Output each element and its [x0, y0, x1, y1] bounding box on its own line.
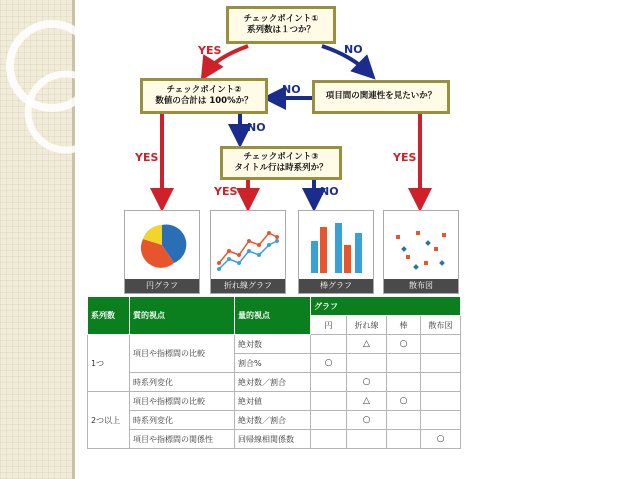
- mark-cell: [421, 392, 461, 411]
- qualitative-cell: 時系列変化: [130, 411, 235, 430]
- relation-question-text: 項目間の関連性を見たいか？: [325, 91, 437, 102]
- checkpoint-1-question: 系列数は１つか？: [246, 25, 315, 35]
- label-relation-no: NO: [282, 83, 301, 96]
- mark-cell: [421, 354, 461, 373]
- header-series: 系列数: [88, 297, 130, 335]
- mark-cell: [311, 373, 347, 392]
- mark-cell: ○: [387, 335, 421, 354]
- qualitative-cell: 時系列変化: [130, 373, 235, 392]
- checkpoint-2-question: 数値の合計は 100%か？: [155, 96, 253, 106]
- scatter-plot-icon: [384, 211, 458, 279]
- label-relation-yes: YES: [393, 151, 417, 164]
- header-quantitative: 量的視点: [235, 297, 311, 335]
- quantitative-cell: 絶対値: [235, 392, 311, 411]
- mark-cell: [311, 335, 347, 354]
- mark-cell: [347, 354, 387, 373]
- mark-cell: [387, 373, 421, 392]
- mark-cell: [421, 373, 461, 392]
- checkpoint-3-title: チェックポイント③: [243, 151, 319, 162]
- mark-cell: ○: [311, 354, 347, 373]
- scatter-plot-label: 散布図: [384, 279, 458, 293]
- label-cp2-no: NO: [247, 121, 266, 134]
- bar-chart-label: 棒グラフ: [299, 279, 373, 293]
- table-row: [88, 411, 461, 430]
- mark-cell: [387, 411, 421, 430]
- quantitative-cell: 回帰線相関係数: [235, 430, 311, 449]
- quantitative-cell: 絶対数／割合: [235, 373, 311, 392]
- mark-cell: [387, 354, 421, 373]
- label-cp1-no: NO: [344, 43, 363, 56]
- checkpoint-1-title: チェックポイント①: [243, 13, 319, 24]
- mark-cell: △: [347, 392, 387, 411]
- mark-cell: △: [347, 335, 387, 354]
- graph-selection-table: [87, 296, 461, 449]
- mark-cell: [311, 430, 347, 449]
- table-row: [88, 373, 461, 392]
- qualitative-cell: 項目や指標間の関係性: [130, 430, 235, 449]
- header-graph-bar: 棒: [387, 316, 421, 335]
- header-graph: グラフ: [311, 297, 461, 316]
- mark-cell: ○: [347, 411, 387, 430]
- table-row: [88, 335, 461, 354]
- mark-cell: ○: [387, 392, 421, 411]
- checkpoint-3-question: タイトル行は時系列か？: [234, 163, 328, 173]
- bar-chart-icon: [299, 211, 373, 279]
- label-cp2-yes: YES: [135, 151, 159, 164]
- series-cell: 2つ以上: [88, 392, 130, 449]
- mark-cell: [421, 335, 461, 354]
- mark-cell: [347, 430, 387, 449]
- mark-cell: [311, 411, 347, 430]
- checkpoint-3-box: [220, 146, 342, 180]
- table-row: [88, 430, 461, 449]
- mark-cell: [387, 430, 421, 449]
- pie-chart-tile: [124, 210, 200, 294]
- qualitative-cell: 項目や指標間の比較: [130, 392, 235, 411]
- qualitative-cell: 項目や指標間の比較: [130, 335, 235, 373]
- line-chart-label: 折れ線グラフ: [211, 279, 285, 293]
- line-chart-tile: [210, 210, 286, 294]
- mark-cell: ○: [347, 373, 387, 392]
- header-graph-line: 折れ線: [347, 316, 387, 335]
- pie-chart-icon: [125, 211, 199, 279]
- relation-question-box: [312, 80, 450, 114]
- header-graph-scatter: 散布図: [421, 316, 461, 335]
- mark-cell: ○: [421, 430, 461, 449]
- label-cp3-no: NO: [320, 185, 339, 198]
- checkpoint-2-box: [140, 78, 268, 114]
- scatter-plot-tile: [383, 210, 459, 294]
- mark-cell: [311, 392, 347, 411]
- label-cp3-yes: YES: [214, 185, 238, 198]
- header-graph-pie: 円: [311, 316, 347, 335]
- label-cp1-yes: YES: [198, 44, 222, 57]
- quantitative-cell: 割合%: [235, 354, 311, 373]
- table-row: [88, 392, 461, 411]
- quantitative-cell: 絶対数／割合: [235, 411, 311, 430]
- pie-chart-label: 円グラフ: [125, 279, 199, 293]
- series-cell: 1つ: [88, 335, 130, 392]
- mark-cell: [421, 411, 461, 430]
- quantitative-cell: 絶対数: [235, 335, 311, 354]
- line-chart-icon: [211, 211, 285, 279]
- checkpoint-2-title: チェックポイント②: [166, 84, 242, 95]
- header-qualitative: 質的視点: [130, 297, 235, 335]
- bar-chart-tile: [298, 210, 374, 294]
- checkpoint-1-box: [226, 6, 336, 44]
